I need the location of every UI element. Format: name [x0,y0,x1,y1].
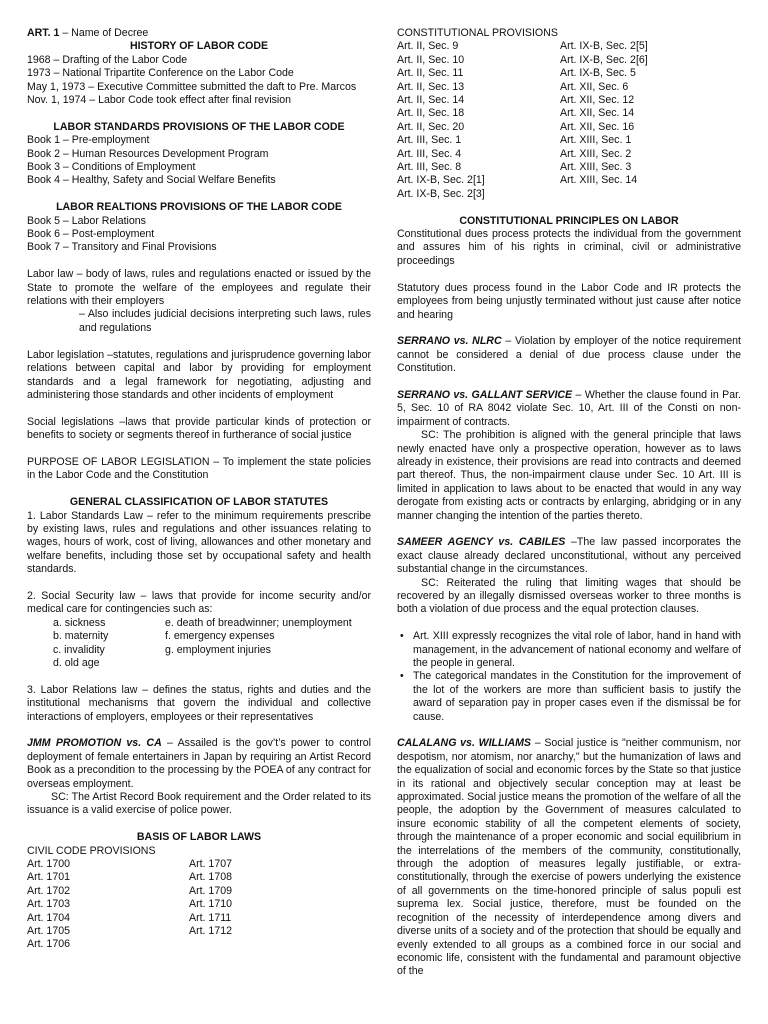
book-item: Book 7 – Transitory and Final Provisions [27,241,217,254]
contingency-item: e. death of breadwinner; unemployment [165,616,352,629]
book-item: Book 3 – Conditions of Employment [27,161,196,174]
const-article: Art. IX-B, Sec. 2[1] [397,174,485,187]
book-item: Book 5 – Labor Relations [27,214,146,227]
const-article: Art. II, Sec. 14 [397,94,465,107]
calalang-paragraph [397,737,741,978]
statutory-due-process: Statutory dues process found in the Labor Code and IR protects the employees from being unjustly terminated without just cause after notice and hearing [397,281,741,321]
civil-article: Art. 1704 [27,911,70,924]
contingency-item: f. emergency expenses [165,630,275,643]
principles-heading: CONSTITUTIONAL PRINCIPLES ON LABOR [459,214,679,227]
const-article: Art. IX-B, Sec. 2[6] [560,53,648,66]
const-article: Art. IX-B, Sec. 2[3] [397,187,485,200]
civil-article: Art. 1701 [27,871,70,884]
const-column-2 [560,40,741,201]
classification-heading: GENERAL CLASSIFICATION OF LABOR STATUTES [69,496,329,509]
purpose-of-labor-legislation: PURPOSE OF LABOR LEGISLATION – To implement the state policies in the Labor Code and the Constitution [27,455,371,482]
jmm-case-title: JMM PROMOTION vs. CA [27,737,162,750]
book-item: Book 1 – Pre-employment [27,134,150,147]
history-item: May 1, 1973 – Executive Committee submitted the daft to Pre. Marcos [27,80,357,93]
labor-law-also: – Also includes judicial decisions interpreting such laws, rules and regulations [79,308,371,334]
bullet-item: • Art. XIII expressly recognizes the vital role of labor, hand in hand with management, in the advancement of national economy and welfare of the people in general. [413,630,741,670]
serrano-nlrc-case-title: SERRANO vs. NLRC [397,335,502,348]
calalang-case-title: CALALANG vs. WILLIAMS [397,737,531,750]
sameer-text: –The law passed incorporates the exact clause already declared unconstitutional, without any perceived substantial change in the circumstances. [397,536,741,576]
left-column [27,27,371,952]
relations-heading: LABOR REALTIONS PROVISIONS OF THE LABOR CODE [56,201,342,214]
history-heading: HISTORY OF LABOR CODE [129,40,269,53]
civil-article: Art. 1710 [189,898,232,911]
const-article: Art. II, Sec. 20 [397,120,465,133]
civil-column-2 [189,858,371,952]
sameer-sc-ruling: SC: Reiterated the ruling that limiting wages that should be recovered by an illegally dismissed overseas worker to three months is both a violation of due process and the equal protection clauses. [397,576,741,616]
const-article: Art. III, Sec. 4 [397,147,462,160]
constitutional-due-process: Constitutional dues process protects the individual from the government and assures him of his rights in criminal, civil or administrative proceedings [397,228,741,267]
contingency-item: g. employment injuries [165,643,271,656]
const-article: Art. II, Sec. 10 [397,53,465,66]
contingency-item: d. old age [53,656,100,669]
civil-article: Art. 1700 [27,858,70,871]
const-article: Art. III, Sec. 1 [397,134,462,147]
labor-relations-law: 3. Labor Relations law – defines the status, rights and duties and the institutional mechanisms that govern the individual and collective interactions of employers, employees or their representatives [27,683,371,723]
civil-column-1 [27,858,189,952]
labor-standards-law: 1. Labor Standards Law – refer to the minimum requirements prescribe by existing laws, rules and regulations and other issuances relating to wages, hours of work, cost of living, allowances and other monetary and welfare benefits, including those set by occupational safety and health standards. [27,509,371,576]
civil-article: Art. 1707 [189,858,232,871]
contingency-item [165,657,371,670]
serrano-nlrc-text: – Violation by employer of the notice requirement cannot be considered a denial of due process clause under the Constitution. [397,335,741,375]
history-item: 1968 – Drafting of the Labor Code [27,53,188,66]
civil-article: Art. 1705 [27,925,70,938]
history-item: 1973 – National Tripartite Conference on the Labor Code [27,67,294,80]
const-article: Art. XIII, Sec. 14 [560,174,638,187]
const-article: Art. XII, Sec. 16 [560,120,635,133]
bullet-item: • The categorical mandates in the Constitution for the improvement of the lot of the workers are more than sufficient basis to justify the award of separation pay in proper cases even if the dismissal be for cause. [413,670,741,724]
const-column-1 [397,40,560,201]
const-article: Art. II, Sec. 13 [397,80,465,93]
const-article: Art. II, Sec. 11 [397,67,464,80]
const-article: Art. XII, Sec. 12 [560,94,635,107]
jmm-sc-ruling: SC: The Artist Record Book requirement and the Order related to its issuance is a valid exercise of police power. [27,791,371,817]
const-article: Art. IX-B, Sec. 2[5] [560,40,648,53]
civil-article: Art. 1708 [189,871,232,884]
art1-label: ART. 1 [27,27,60,39]
serrano-nlrc-paragraph [397,335,741,375]
constitutional-list [397,40,741,201]
art1-line [27,27,371,40]
standards-heading: LABOR STANDARDS PROVISIONS OF THE LABOR CODE [53,120,345,133]
jmm-case-text: – Assailed is the gov’t’s power to control deployment of female entertainers in Japan by requiring an Artist Record Book as a precondition to the processing by the POEA of any contract for overseas employment. [27,737,371,790]
civil-article: Art. 1702 [27,884,70,897]
const-article: Art. II, Sec. 18 [397,107,465,120]
const-article: Art. XIII, Sec. 3 [560,161,632,174]
labor-legislation-definition: Labor legislation –statutes, regulations and jurisprudence governing labor relations between capital and labor by providing for employment standards and a legal framework for negotiating, adjusting and administering those standards and other incidents of employment [27,348,371,401]
const-article: Art. XII, Sec. 6 [560,80,629,93]
const-article: Art. III, Sec. 8 [397,161,462,174]
contingency-item: b. maternity [53,630,109,643]
art1-text: – Name of Decree [59,27,149,39]
contingency-item: c. invalidity [53,643,105,656]
social-legislation-definition: Social legislations –laws that provide particular kinds of protection or benefits to society or segments thereof in furtherance of social justice [27,415,371,442]
contingency-item: a. sickness [53,616,106,629]
bullet-list [397,630,741,724]
civil-article: Art. 1703 [27,898,70,911]
right-column [397,27,741,979]
civil-article: Art. 1712 [189,925,232,938]
const-article: Art. II, Sec. 9 [397,40,459,53]
serrano-gallant-sc-ruling: SC: The prohibition is aligned with the general principle that laws newly enacted have only a prospective operation, however as to laws already in existence, their provisions are read into contracts and deemed part thereof. Thus, the non-impairment clause under Sec. 10 Art. III is limited in application to laws about to be enacted that would in any way derogate from existing acts or contracts by enlarging, abridging or in any manner changing the intention of the parties thereto. [397,429,741,522]
serrano-gallant-paragraph [397,389,741,429]
civil-code-list [27,858,371,952]
const-article: Art. IX-B, Sec. 5 [560,67,636,80]
serrano-gallant-text: – Whether the clause found in Par. 5, Sec. 10 of RA 8042 violate Sec. 10, Art. III of the Consti on non-impairment of contracts. [397,388,741,428]
civil-code-heading: CIVIL CODE PROVISIONS [27,844,156,857]
serrano-gallant-case-title: SERRANO vs. GALLANT SERVICE [397,388,573,401]
book-item: Book 2 – Human Resources Development Program [27,147,269,160]
sameer-paragraph [397,536,741,576]
calalang-text: – Social justice is "neither communism, nor despotism, nor atomism, nor anarchy," but the humanization of laws and the equalization of social and economic forces by the State so that justice in its rational and objectively secular conception may at least be approximated. Social justice means the promotion of the welfare of all the people, the adoption by the Government of measures calculated to insure economic stability of all the competent elements of society, through the maintenance of a proper economic and social equilibrium in the interrelations of the members of the community, constitutionally, through the adoption of measures legally justifiable, or extra-constitutionally, through the exercise of powers underlying the existence of all governments on the time-honored principle of salus populi est suprema lex. Social justice, therefore, must be founded on the recognition of the necessity of interdependence among divers and diverse units of a society and of the protection that should be equally and evenly extended to all groups as a combined force in our social and economic life, consistent with the fundamental and paramount objective of the [397,737,741,978]
const-article: Art. XIII, Sec. 2 [560,147,632,160]
book-item: Book 4 – Healthy, Safety and Social Welfare Benefits [27,174,276,187]
civil-article: Art. 1709 [189,884,232,897]
civil-article: Art. 1711 [189,911,232,924]
basis-heading: BASIS OF LABOR LAWS [136,831,262,844]
history-item: Nov. 1, 1974 – Labor Code took effect after final revision [27,94,292,107]
jmm-paragraph [27,737,371,791]
constitutional-heading: CONSTITUTIONAL PROVISIONS [397,27,558,39]
labor-law-definition: Labor law – body of laws, rules and regulations enacted or issued by the State to promote the welfare of the employees and regulate their relations with their employers [27,268,371,308]
const-article: Art. XII, Sec. 14 [560,107,635,120]
book-item: Book 6 – Post-employment [27,228,155,241]
contingencies-list [27,617,371,671]
sameer-case-title: SAMEER AGENCY vs. CABILES [397,536,566,549]
social-security-law: 2. Social Security law – laws that provide for income security and/or medical care for contingencies such as: [27,589,371,616]
const-article: Art. XIII, Sec. 1 [560,134,632,147]
civil-article: Art. 1706 [27,938,70,951]
